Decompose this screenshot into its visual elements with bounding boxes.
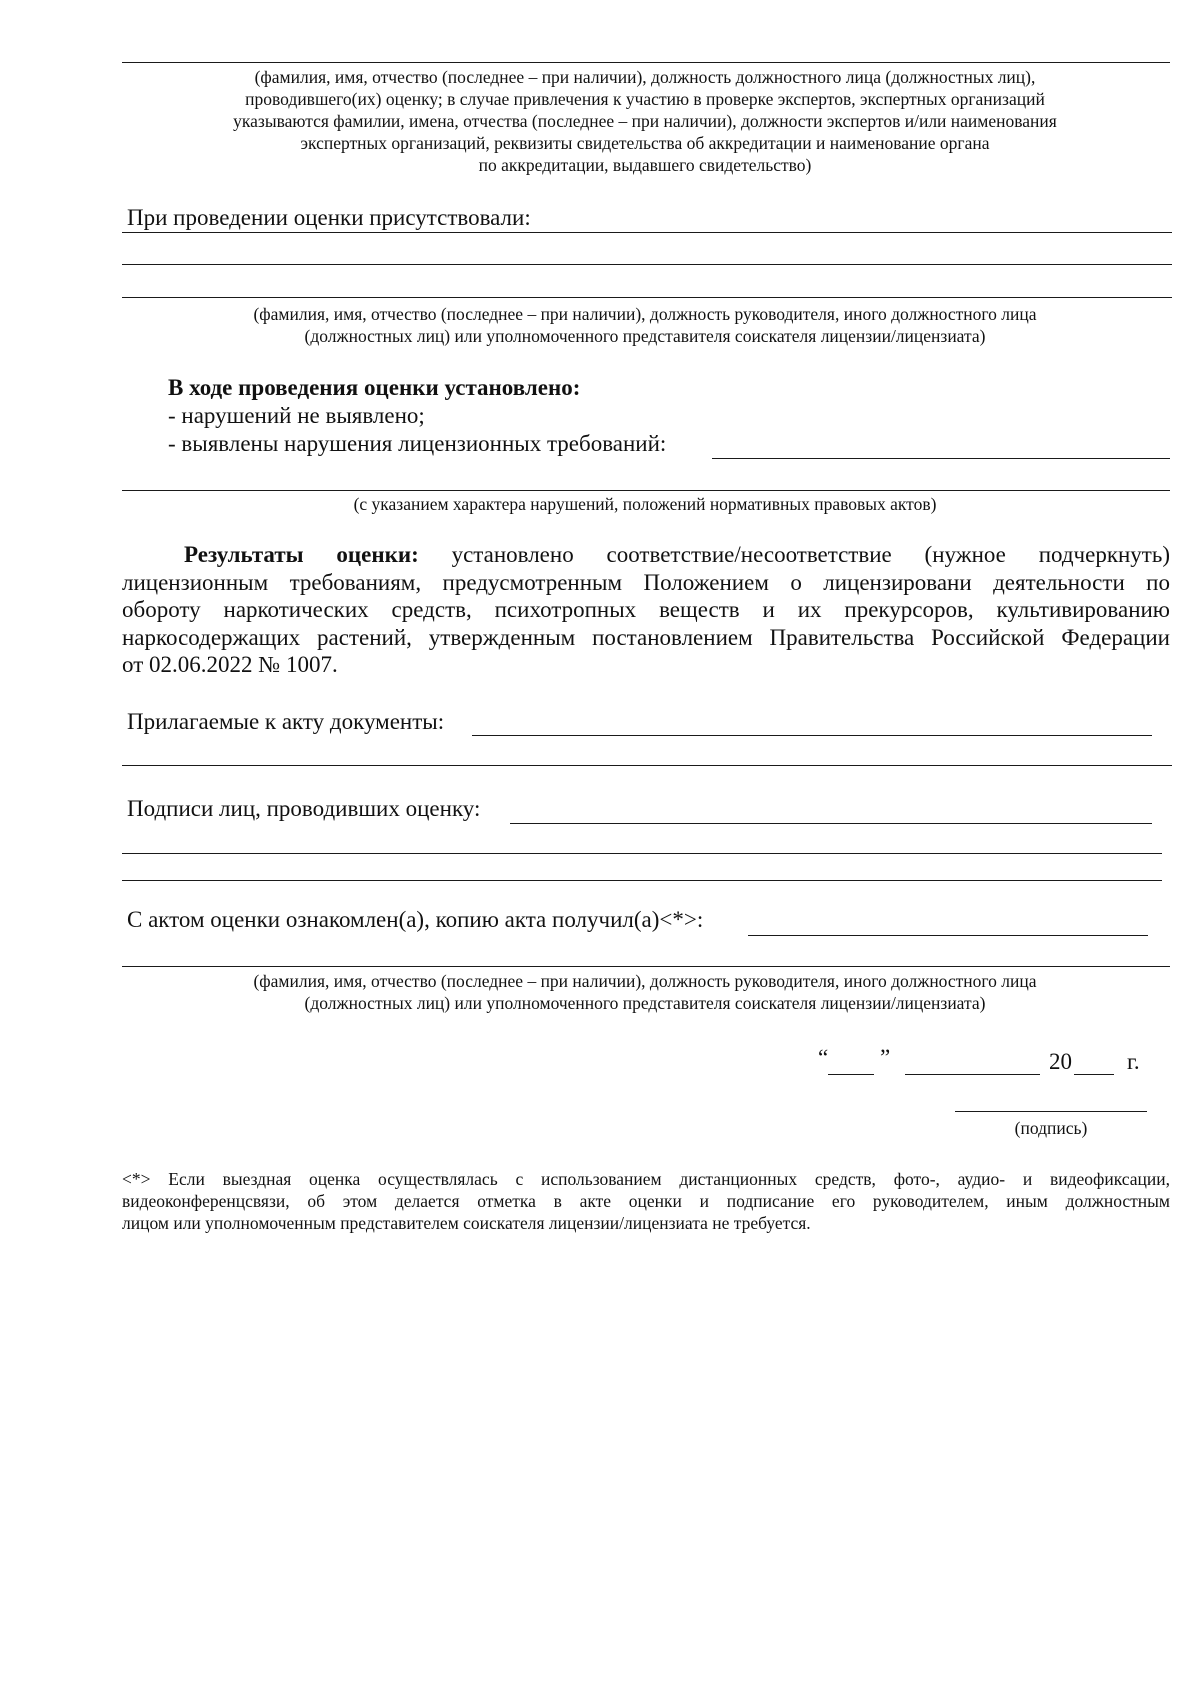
- findings-heading: В ходе проведения оценки установлено:: [168, 375, 581, 400]
- caption-line: (фамилия, имя, отчество (последнее – при наличии), должность должностного лица (должностных лиц),: [254, 67, 1036, 87]
- results-text: установлено соответствие/несоответствие (нужное подчеркнуть): [451, 542, 1171, 567]
- acquainted-label: С актом оценки ознакомлен(а), копию акта получил(а)<*>:: [127, 907, 704, 932]
- caption-line: по аккредитации, выдавшего свидетельство): [478, 155, 812, 175]
- caption-line: (фамилия, имя, отчество (последнее – при наличии), должность руководителя, иного должностного лица: [253, 971, 1037, 991]
- results-line: обороту наркотических средств, психотропных веществ и их прекурсоров, культивированию: [122, 597, 1170, 622]
- signatures-fill-line-2[interactable]: [122, 853, 1162, 854]
- signature-caption: (подпись): [1014, 1118, 1088, 1138]
- attachments-fill-line-1[interactable]: [472, 735, 1152, 736]
- footnote-line: <*> Если выездная оценка осуществлялась с использованием дистанционных средств, фото-, аудио- и видеофиксации,: [122, 1169, 1170, 1189]
- present-caption: [120, 303, 1170, 347]
- present-fill-line-3[interactable]: [122, 297, 1172, 298]
- caption-line: (фамилия, имя, отчество (последнее – при наличии), должность руководителя, иного должностного лица: [253, 304, 1037, 324]
- acquainted-fill-line-1[interactable]: [748, 935, 1148, 936]
- date-day-line[interactable]: [828, 1074, 874, 1075]
- footnote: [122, 1168, 1170, 1234]
- results-line: лицензионным требованиям, предусмотренным Положением о лицензировани деятельности по: [122, 569, 1170, 595]
- date-year-suffix: г.: [1127, 1049, 1140, 1074]
- acquainted-fill-line-2[interactable]: [122, 966, 1170, 967]
- signature-fill-line[interactable]: [955, 1111, 1147, 1112]
- attachments-label: Прилагаемые к акту документы:: [127, 709, 445, 734]
- assessor-caption: [120, 66, 1170, 176]
- footnote-line: видеоконференцсвязи, об этом делается отметка в акте оценки и подписание его руководителем, иным должностным: [122, 1191, 1170, 1211]
- top-fill-line: [122, 62, 1170, 63]
- present-label: При проведении оценки присутствовали:: [127, 205, 531, 230]
- violations-fill-line-2[interactable]: [122, 490, 1170, 491]
- date-year-prefix: 20: [1049, 1049, 1072, 1074]
- violations-fill-line-1[interactable]: [712, 458, 1170, 459]
- present-fill-line-1[interactable]: [122, 232, 1172, 233]
- signatures-label: Подписи лиц, проводивших оценку:: [127, 796, 481, 821]
- signatures-fill-line-3[interactable]: [122, 880, 1162, 881]
- present-fill-line-2[interactable]: [122, 264, 1172, 265]
- results-paragraph: [122, 541, 1170, 679]
- caption-line: указываются фамилии, имена, отчества (последнее – при наличии), должности экспертов и/или наименования: [233, 111, 1057, 131]
- findings-item-violations: - выявлены нарушения лицензионных требований:: [168, 431, 667, 456]
- results-line: [122, 541, 1170, 569]
- caption-line: проводившего(их) оценку; в случае привлечения к участию в проверке экспертов, экспертных организаций: [245, 89, 1045, 109]
- findings-item-no-violations: - нарушений не выявлено;: [168, 403, 425, 428]
- signatures-fill-line-1[interactable]: [510, 823, 1152, 824]
- date-quote-open: “: [818, 1045, 829, 1070]
- violations-caption: (с указанием характера нарушений, положений нормативных правовых актов): [353, 494, 937, 514]
- results-line: наркосодержащих растений, утвержденным постановлением Правительства Российской Федерации: [122, 624, 1170, 650]
- date-year-line[interactable]: [1074, 1074, 1114, 1075]
- caption-line: (должностных лиц) или уполномоченного представителя соискателя лицензии/лицензиата): [304, 993, 986, 1013]
- footnote-line: лицом или уполномоченным представителем соискателя лицензии/лицензиата не требуется.: [122, 1213, 811, 1233]
- results-label: Результаты оценки:: [184, 542, 419, 567]
- date-quote-close: ”: [880, 1045, 891, 1070]
- caption-line: экспертных организаций, реквизиты свидетельства об аккредитации и наименование органа: [300, 133, 990, 153]
- attachments-fill-line-2[interactable]: [122, 765, 1172, 766]
- results-line: от 02.06.2022 № 1007.: [122, 652, 338, 677]
- caption-line: (должностных лиц) или уполномоченного представителя соискателя лицензии/лицензиата): [304, 326, 986, 346]
- date-month-line[interactable]: [905, 1074, 1040, 1075]
- acquainted-caption: [120, 970, 1170, 1014]
